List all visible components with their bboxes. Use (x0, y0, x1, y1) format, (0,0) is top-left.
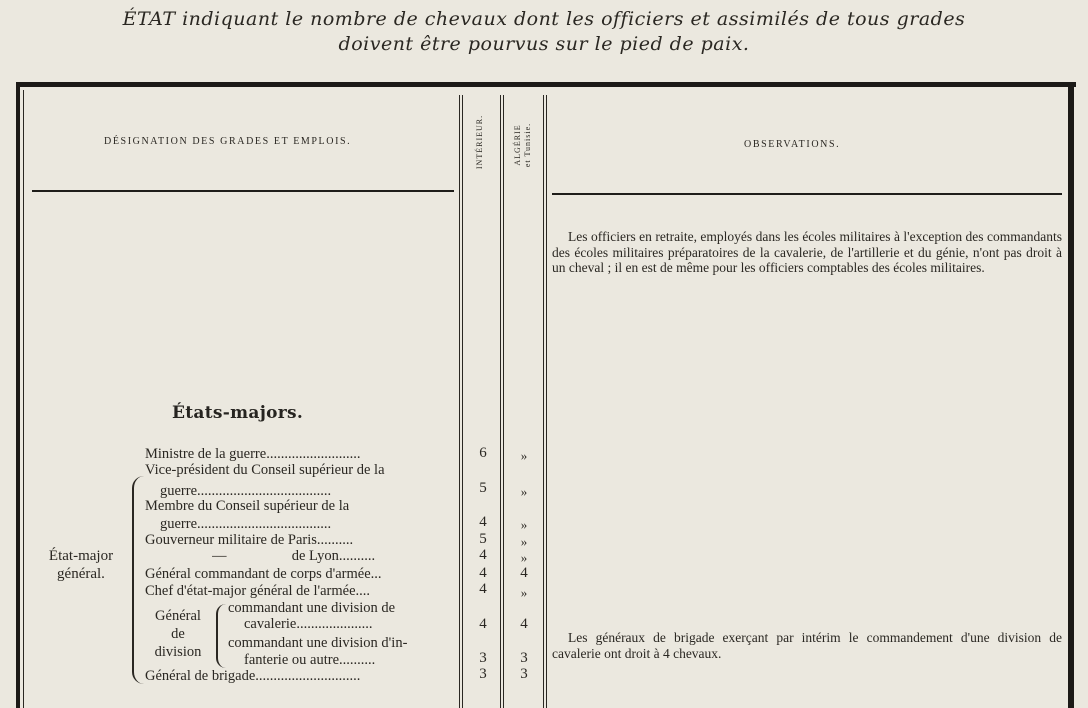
subgroup-label-general-division (146, 607, 210, 661)
section-heading: États-majors. (172, 403, 304, 423)
table-frame-left-inner (23, 90, 24, 708)
column-divider-3 (543, 95, 544, 708)
row-label: fanterie ou autre.......... (244, 652, 376, 668)
row-interieur: 3 (479, 650, 487, 666)
observation-note-1: Les officiers en retraite, employés dans les écoles militaires à l'exception des commandants des écoles militaires préparatoires de la cavalerie, de l'artillerie et du génie, n'ont pas droit à un cheval ; il en est de même pour les officiers comptables des écoles militaires. (552, 229, 1062, 275)
column-divider-1b (462, 95, 463, 708)
subgroup-label-line-2: de (171, 626, 185, 642)
row-interieur: 4 (479, 565, 487, 581)
row-algerie: » (520, 517, 528, 532)
row-interieur: 5 (479, 531, 487, 547)
column-divider-2b (503, 95, 504, 708)
row-label: cavalerie..................... (244, 616, 373, 632)
row-interieur: 4 (479, 581, 487, 597)
row-label: Vice-président du Conseil supérieur de la (145, 462, 385, 478)
subgroup-label-line-3: division (154, 644, 202, 660)
table-frame-right (1068, 84, 1074, 708)
row-algerie: 4 (520, 565, 528, 581)
row-label: Général de brigade............................. (145, 668, 361, 684)
header-rule-left (32, 190, 454, 192)
subgroup-brace (216, 604, 226, 668)
row-label: guerre..................................... (160, 516, 332, 532)
observation-note-2: Les généraux de brigade exerçant par intérim le commandement d'une division de cavalerie ont droit à 4 chevaux. (552, 630, 1062, 661)
subgroup-label-line-1: Général (155, 608, 201, 624)
header-algerie-line-1: ALGÉRIE (513, 124, 522, 166)
row-label: Ministre de la guerre.......................... (145, 446, 361, 462)
row-interieur: 5 (479, 480, 487, 496)
header-observations: OBSERVATIONS. (744, 139, 841, 150)
row-label: Chef d'état-major général de l'armée.... (145, 583, 371, 599)
row-label: — de Lyon.......... (212, 548, 376, 564)
header-algerie (513, 110, 533, 180)
group-brace (132, 476, 144, 684)
row-algerie: » (520, 534, 528, 549)
row-interieur: 4 (479, 616, 487, 632)
row-algerie: » (520, 550, 528, 565)
header-rule-right (552, 193, 1062, 195)
row-interieur: 4 (479, 547, 487, 563)
row-label: commandant une division de (228, 600, 396, 616)
row-label: commandant une division d'in- (228, 635, 408, 651)
row-label: Général commandant de corps d'armée... (145, 566, 382, 582)
row-algerie: 3 (520, 650, 528, 666)
group-label-line-1: État-major (48, 548, 114, 564)
row-algerie: 4 (520, 616, 528, 632)
row-label: guerre..................................... (160, 483, 332, 499)
header-algerie-line-2: et Tunisie. (523, 122, 532, 168)
column-divider-2 (500, 95, 501, 708)
row-algerie: » (520, 484, 528, 499)
document-title-line-2: doivent être pourvus sur le pied de paix. (338, 33, 750, 55)
header-interieur: INTÉRIEUR. (475, 114, 484, 170)
row-algerie: 3 (520, 666, 528, 682)
row-label: Gouverneur militaire de Paris.......... (145, 532, 354, 548)
document-title-line-1: ÉTAT indiquant le nombre de chevaux dont les officiers et assimilés de tous grades (122, 8, 966, 30)
row-interieur: 4 (479, 514, 487, 530)
row-label: Membre du Conseil supérieur de la (145, 498, 350, 514)
row-interieur: 3 (479, 666, 487, 682)
column-divider-1 (459, 95, 460, 708)
group-label-line-2: général. (57, 566, 105, 582)
table-frame-left (16, 82, 20, 708)
header-designation: DÉSIGNATION DES GRADES ET EMPLOIS. (104, 136, 352, 147)
table-frame-top (16, 82, 1076, 87)
row-interieur: 6 (479, 445, 487, 461)
row-algerie: » (520, 585, 528, 600)
column-divider-3b (546, 95, 547, 708)
row-algerie: » (520, 448, 528, 463)
group-label-etat-major (36, 547, 126, 583)
